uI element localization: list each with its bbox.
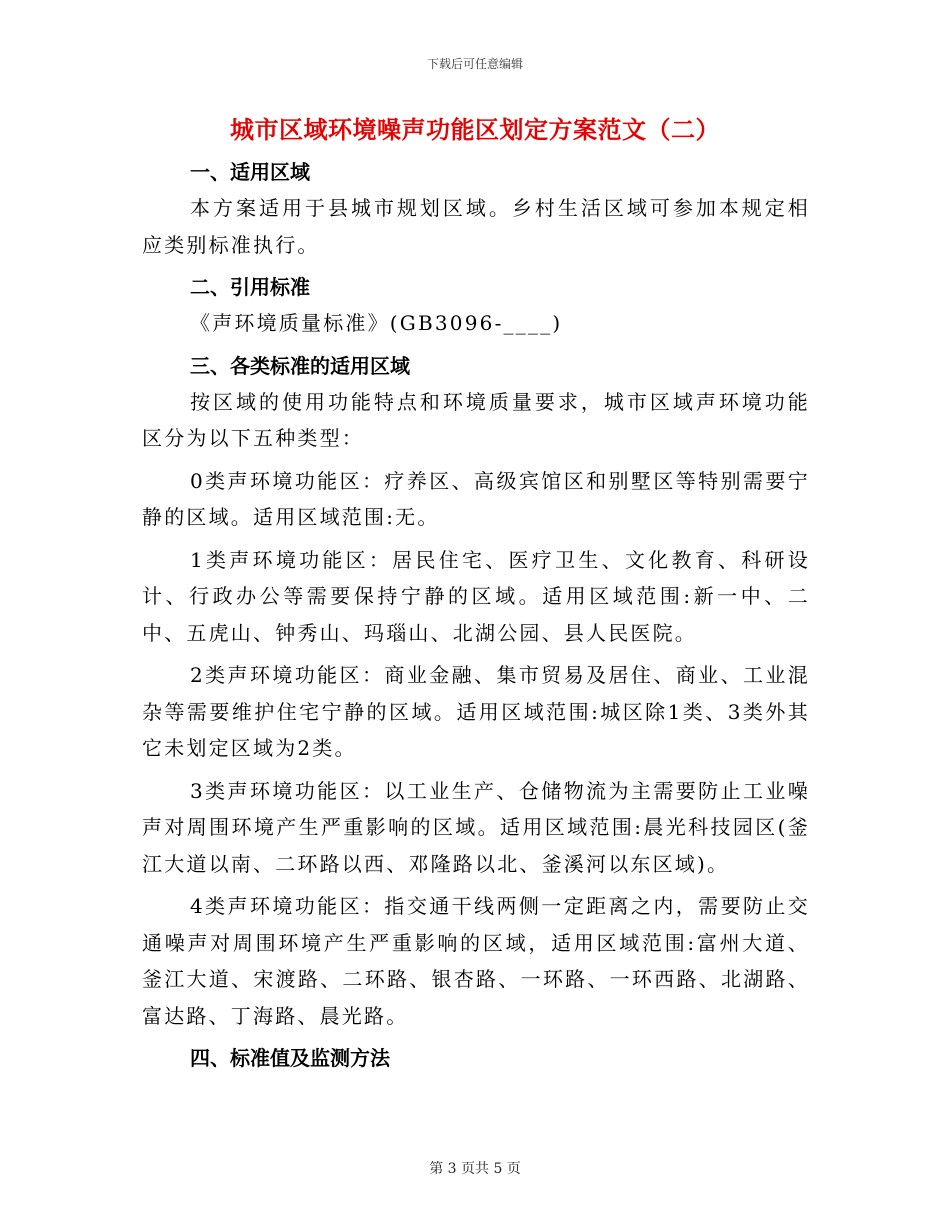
class-0-paragraph: 0类声环境功能区：疗养区、高级宾馆区和别墅区等特别需要宁静的区域。适用区域范围:无。 (142, 468, 810, 529)
class-3-paragraph: 3类声环境功能区：以工业生产、仓储物流为主需要防止工业噪声对周围环境产生严重影响的区域。适用区域范围:晨光科技园区(釜江大道以南、二环路以西、邓隆路以北、釜溪河以东区域)。 (142, 778, 810, 876)
class-4-paragraph: 4类声环境功能区：指交通干线两侧一定距离之内，需要防止交通噪声对周围环境产生严重影响的区域，适用区域范围:富州大道、釜江大道、宋渡路、二环路、银杏路、一环路、一环西路、北湖路、富达路、丁海路、晨光路。 (142, 894, 810, 1028)
class-1-paragraph: 1类声环境功能区：居民住宅、医疗卫生、文化教育、科研设计、行政办公等需要保持宁静的区域。适用区域范围:新一中、二中、五虎山、钟秀山、玛瑙山、北湖公园、县人民医院。 (142, 547, 810, 645)
section-heading-3: 三、各类标准的适用区域 (190, 353, 410, 378)
page-footer: 第 3 页共 5 页 (429, 1161, 521, 1177)
page-header: 下载后可任意编辑 (426, 57, 523, 71)
section-heading-4: 四、标准值及监测方法 (190, 1046, 390, 1070)
class-2-paragraph: 2类声环境功能区：商业金融、集市贸易及居住、商业、工业混杂等需要维护住宅宁静的区域。适用区域范围:城区除1类、3类外其它未划定区域为2类。 (142, 663, 810, 760)
section-paragraph-1: 本方案适用于县城市规划区域。乡村生活区域可参加本规定相应类别标准执行。 (142, 196, 810, 257)
section-heading-1: 一、适用区域 (190, 160, 310, 184)
document-body (142, 154, 810, 1076)
section-paragraph-2: 《声环境质量标准》(GB3096-____) (190, 311, 563, 335)
section-heading-2: 二、引用标准 (190, 275, 310, 299)
document-title: 城市区域环境噪声功能区划定方案范文（二） (230, 115, 720, 144)
section-paragraph-3-intro: 按区域的使用功能特点和环境质量要求，城市区域声环境功能区分为以下五种类型： (142, 389, 810, 450)
